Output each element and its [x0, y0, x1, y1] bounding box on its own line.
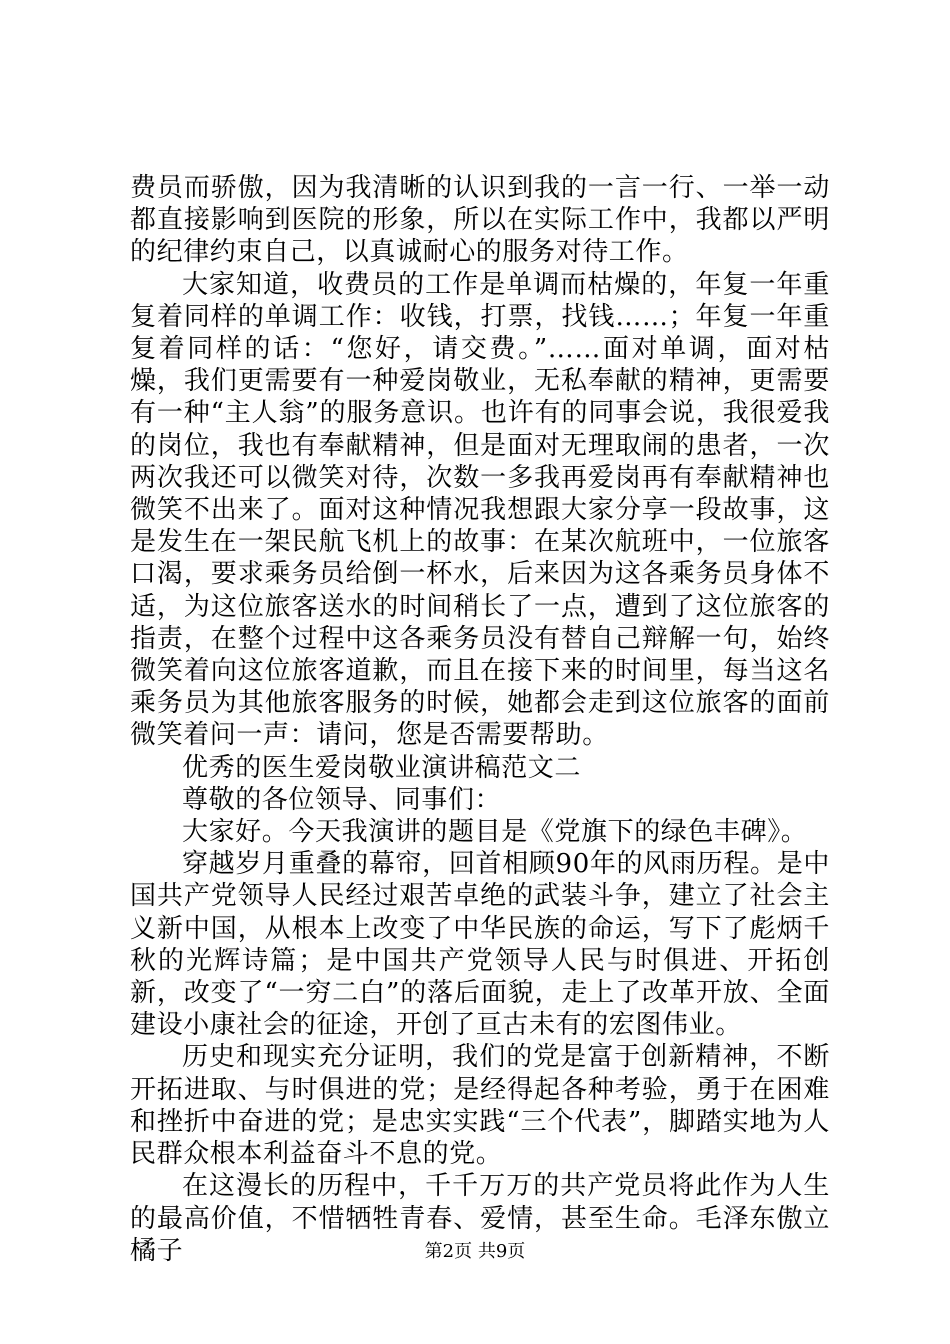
- paragraph-party: 历史和现实充分证明，我们的党是富于创新精神，不断开拓进取、与时俱进的党；是经得起各种考验，勇于在困难和挫折中奋进的党；是忠实实践“三个代表”，脚踏实地为人民群众根本利益奋斗不息的党。: [130, 1042, 830, 1170]
- salutation: 尊敬的各位领导、同事们：: [182, 784, 502, 815]
- paragraph-history: 穿越岁月重叠的幕帘，回首相顾90年的风雨历程。是中国共产党领导人民经过艰苦卓绝的武装斗争，建立了社会主义新中国，从根本上改变了中华民族的命运，写下了彪炳千秋的光辉诗篇；是中国共产党领导人民与时俱进、开拓创新，改变了“一穷二白”的落后面貌，走上了改革开放、全面建设小康社会的征途，开创了亘古未有的宏图伟业。: [130, 849, 830, 1041]
- section-title: 优秀的医生爱岗敬业演讲稿范文二: [182, 752, 582, 783]
- page-number-footer: 第2页 共9页: [424, 1241, 526, 1262]
- paragraph-toll-collector: 大家知道，收费员的工作是单调而枯燥的，年复一年重复着同样的单调工作：收钱，打票，找钱……；年复一年重复着同样的话：“您好，请交费。”……面对单调，面对枯燥，我们更需要有一种爱岗敬业，无私奉献的精神，更需要有一种“主人翁”的服务意识。也许有的同事会说，我很爱我的岗位，我也有奉献精神，但是面对无理取闹的患者，一次两次我还可以微笑对待，次数一多我再爱岗再有奉献精神也微笑不出来了。面对这种情况我想跟大家分享一段故事，这是发生在一架民航飞机上的故事：在某次航班中，一位旅客口渴，要求乘务员给倒一杯水，后来因为这各乘务员身体不适，为这位旅客送水的时间稍长了一点，遭到了这位旅客的指责，在整个过程中这各乘务员没有替自己辩解一句，始终微笑着向这位旅客道歉，而且在接下来的时间里，每当这名乘务员为其他旅客服务的时候，她都会走到这位旅客的面前微笑着问一声：请问，您是否需要帮助。: [130, 269, 830, 751]
- paragraph-continuation: 费员而骄傲，因为我清晰的认识到我的一言一行、一举一动都直接影响到医院的形象，所以在实际工作中，我都以严明的纪律约束自己，以真诚耐心的服务对待工作。: [130, 173, 830, 268]
- paragraph-sacrifice: 在这漫长的历程中，千千万万的共产党员将此作为人生的最高价值，不惜牺牲青春、爱情，甚至生命。毛泽东傲立橘子: [130, 1171, 830, 1266]
- document-body: [130, 172, 830, 1267]
- speech-intro: 大家好。今天我演讲的题目是《党旗下的绿色丰碑》。: [182, 817, 808, 848]
